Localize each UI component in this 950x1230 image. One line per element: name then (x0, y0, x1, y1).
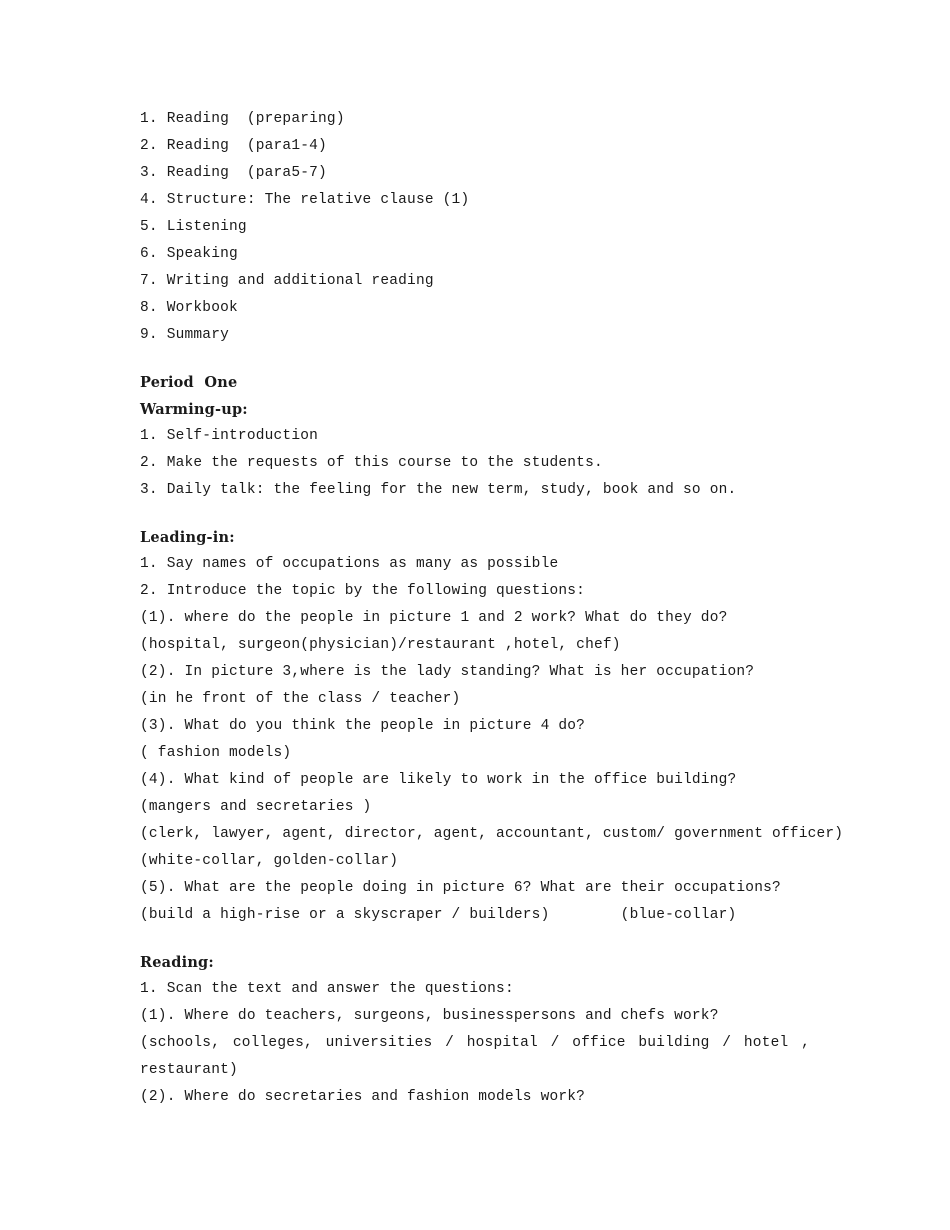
list-item: (3). What do you think the people in picture 4 do? (140, 718, 586, 734)
spacer (140, 504, 810, 524)
list-item: 1. Scan the text and answer the questions: (140, 981, 514, 997)
list-item: 7. Writing and additional reading (140, 273, 434, 289)
list-item: (1). Where do teachers, surgeons, businesspersons and chefs work? (140, 1008, 719, 1024)
list-item: 1. Say names of occupations as many as possible (140, 556, 559, 572)
list-item: 2. Reading (para1-4) (140, 138, 327, 154)
list-item: 3. Reading (para5-7) (140, 165, 327, 181)
section-heading: Leading-in: (140, 529, 235, 546)
spacer (140, 349, 810, 369)
spacer (140, 929, 810, 949)
list-item: 2. Make the requests of this course to the students. (140, 455, 603, 471)
list-item: 1. Self-introduction (140, 428, 319, 444)
list-item: (2). In picture 3,where is the lady standing? What is her occupation? (140, 664, 755, 680)
list-item: (in he front of the class / teacher) (140, 691, 461, 707)
list-item: ( fashion models) (140, 745, 292, 761)
list-item: (build a high-rise or a skyscraper / builders) (blue-collar) (140, 907, 737, 923)
list-item: (5). What are the people doing in picture 6? What are their occupations? (140, 880, 781, 896)
list-item: 8. Workbook (140, 300, 238, 316)
list-item: 1. Reading (preparing) (140, 111, 345, 127)
list-item: 2. Introduce the topic by the following questions: (140, 583, 586, 599)
list-item: 4. Structure: The relative clause (1) (140, 192, 470, 208)
contents-list (140, 106, 810, 349)
section-heading: Warming-up: (140, 401, 248, 418)
leading-in-section (140, 524, 844, 929)
list-item: (white-collar, golden-collar) (140, 853, 399, 869)
list-item: (hospital, surgeon(physician)/restaurant ,hotel, chef) (140, 637, 621, 653)
document-page (140, 106, 844, 1111)
list-item: 6. Speaking (140, 246, 238, 262)
list-item: 3. Daily talk: the feeling for the new term, study, book and so on. (140, 482, 737, 498)
list-item: restaurant) (140, 1062, 238, 1078)
list-item: 5. Listening (140, 219, 247, 235)
list-item: (schools, colleges, universities / hospital / office building / hotel , (140, 1035, 810, 1051)
list-item: (4). What kind of people are likely to work in the office building? (140, 772, 737, 788)
period-title: Period One (140, 374, 238, 391)
list-item: 9. Summary (140, 327, 230, 343)
section-heading: Reading: (140, 954, 214, 971)
list-item: (2). Where do secretaries and fashion models work? (140, 1089, 586, 1105)
reading-section (140, 949, 810, 1111)
list-item: (clerk, lawyer, agent, director, agent, accountant, custom/ government officer) (140, 826, 844, 842)
list-item: (1). where do the people in picture 1 and 2 work? What do they do? (140, 610, 728, 626)
list-item: (mangers and secretaries ) (140, 799, 372, 815)
warming-up-section (140, 396, 810, 504)
